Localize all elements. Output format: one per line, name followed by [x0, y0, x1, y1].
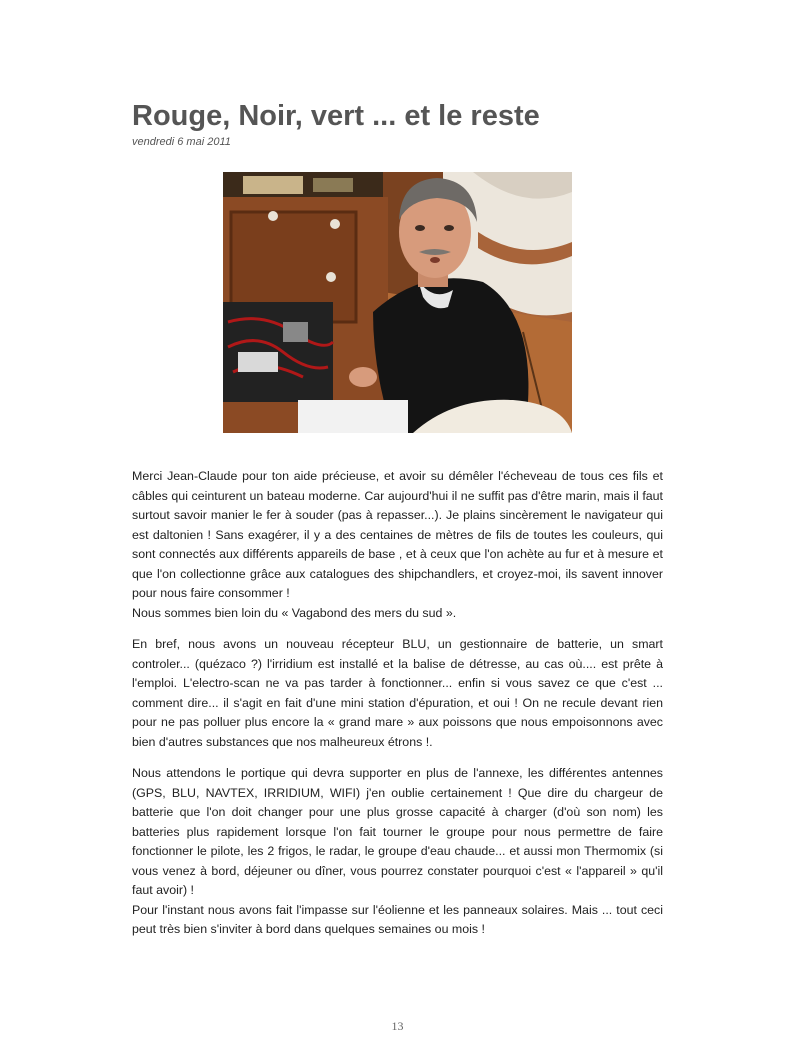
paragraph: En bref, nous avons un nouveau récepteur BLU, un gestionnaire de batterie, un smart controler... (quézaco ?) l'irridium est installé et la balise de détresse, au cas où.... est prête à l'emploi. L'electro-scan ne va pas tarder à fonctionner... enfin si vous savez ce que c'est ... comment dire... il s'agit en fait d'une mini station d'épuration, et oui ! On ne recule devant rien pour ne pas polluer plus encore la « grand mare » aux poissons que nous empoisonnons avec bien d'autres substances que nos malheureux étrons !. — [132, 637, 663, 749]
page-number: 13 — [391, 1019, 404, 1033]
article-date: vendredi 6 mai 2011 — [132, 136, 231, 148]
paragraph: Nous sommes bien loin du « Vagabond des mers du sud ». — [132, 605, 457, 620]
paragraph: Nous attendons le portique qui devra supporter en plus de l'annexe, les différentes antennes (GPS, BLU, NAVTEX, IRRIDIUM, WIFI) j'en oublie certainement ! Que dire du chargeur de batterie que l'on doit changer pour une plus grosse capacité à charger (d'où son nom) les batteries plus rapidement lorsque l'on fait tourner le groupe pour nous permettre de faire fonctionner le pilote, les 2 frigos, le radar, le groupe d'eau chaude... et aussi mon Thermomix (si vous venez à bord, déjeuner ou dîner, vous pourrez constater pourquoi c'est « l'appareil » qu'il faut avoir) ! — [132, 766, 663, 897]
paragraph: Merci Jean-Claude pour ton aide précieuse, et avoir su démêler l'écheveau de tous ces fils et câbles qui ceinturent un bateau moderne. Car aujourd'hui il ne suffit pas d'être marin, mais il faut surtout savoir manier le fer à souder (pas à repasser...). Je plains sincèrement le navigateur qui est daltonien ! Sans exagérer, il y a des centaines de mètres de fils de toutes les couleurs, qui sont connectés aux différents appareils de base , et à ceux que l'on achète au fur et à mesure et que l'on collectionne grâce aux catalogues des shipchandlers, et croyez-moi, ils savent innover pour nous faire consommer ! — [132, 469, 663, 600]
article-photo — [223, 172, 572, 433]
article-body — [132, 467, 663, 940]
article-title: Rouge, Noir, vert ... et le reste — [132, 100, 540, 132]
paragraph: Pour l'instant nous avons fait l'impasse sur l'éolienne et les panneaux solaires. Mais ... tout ceci peut très bien s'inviter à bord dans quelques semaines ou mois ! — [132, 902, 663, 936]
